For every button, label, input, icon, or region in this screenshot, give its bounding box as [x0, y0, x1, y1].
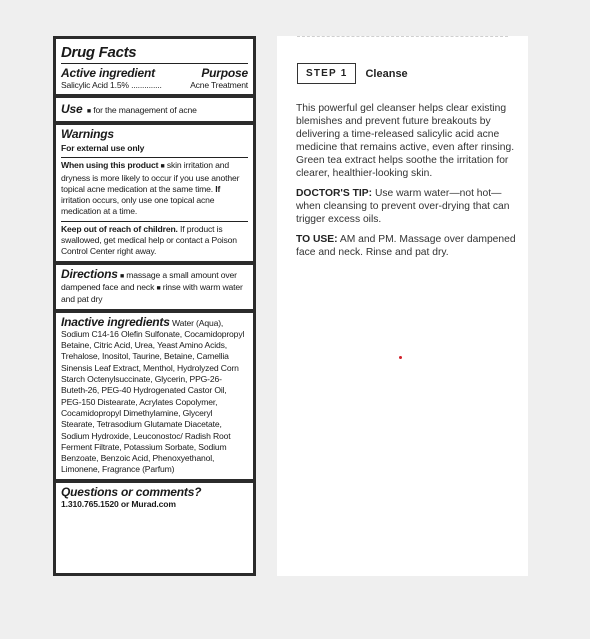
inactive-ingredients-text: Water (Aqua), Sodium C14-16 Olefin Sulfonate, Cocamidopropyl Betaine, Citric Acid, Urea, Yeast Amino Acids, Trehalose, Inositol, Taurine, Betaine, Camellia Sinensis Leaf Extract, Menthol, Hydrolyzed Corn Starch Octenylsuccinate, Glycerin, PPG-26-Buteth-26, PEG-40 Hydrogenated Castor Oil, PEG-150 Distearate, Acrylates Copolymer, Cocamidopropyl Dimethylamine, Glyceryl Stearate, Tetrasodium Glutamate Diacetate, Sodium Hydroxide, Leuconostoc/ Radish Root Ferment Filtrate, Potassium Sorbate, Sodium Benzoate, Benzoic Acid, Phenoxyethanol, Limonene, Fragrance (Parfum) [61, 317, 245, 475]
questions-heading: Questions or comments? [61, 484, 202, 499]
directions-item-1: massage a small amount over dampened face and neck [61, 269, 237, 292]
questions-contact: 1.310.765.1520 or Murad.com [61, 498, 176, 509]
purpose-heading: Purpose [201, 66, 248, 80]
bullet-icon: ■ [160, 163, 165, 171]
inactive-ingredients-heading: Inactive ingredients [61, 314, 170, 329]
to-use-lead: TO USE: [296, 234, 338, 245]
dot-leader: .............. [131, 80, 162, 90]
doctors-tip-text: Use warm water—not hot—when cleansing to prevent over-drying that can trigger excess oils. [296, 188, 510, 225]
to-use-text: AM and PM. Massage over dampened face and neck. Rinse and pat dry. [296, 234, 516, 258]
warnings-section [56, 125, 253, 265]
questions-section [56, 483, 253, 513]
use-heading: Use [61, 102, 83, 116]
bullet-icon: ■ [156, 284, 161, 292]
product-info-card [277, 36, 528, 576]
directions-heading: Directions [61, 266, 118, 281]
drug-facts-title: Drug Facts [61, 39, 248, 64]
bullet-icon: ■ [86, 108, 91, 115]
product-description: This powerful gel cleanser helps clear existing blemishes and prevent future breakouts by delivering a time-released salicylic acid acne medicine that remains active, even after rinsing. Green tea extract helps soothe the irritation for clearer, healthier-looking skin. [296, 103, 515, 179]
when-using-lead: When using this product [61, 160, 159, 171]
doctors-tip-lead: DOCTOR'S TIP: [296, 188, 373, 199]
bullet-icon: ■ [119, 272, 125, 280]
directions-item-2: rinse with warm water and pat dry [61, 281, 243, 305]
card-body [296, 102, 522, 266]
if-irritation-lead: If [215, 183, 221, 194]
perforation-line [297, 36, 508, 39]
when-using-text: skin irritation and dryness is more likely to occur if you use another topical acne medication at the same time. [61, 160, 240, 194]
use-text: for the management of acne [93, 105, 197, 115]
keep-out-lead: Keep out of reach of children. [61, 223, 178, 234]
step-badge: STEP 1 [297, 63, 356, 84]
keep-out-text: If product is swallowed, get medical help or contact a Poison Control Center right away. [61, 223, 237, 257]
use-section [56, 98, 253, 125]
doctors-tip [296, 187, 522, 226]
external-use-text: For external use only [61, 143, 145, 153]
active-ingredient-name: Salicylic Acid 1.5% [61, 80, 129, 90]
active-ingredient-heading: Active ingredient [61, 66, 155, 80]
warnings-heading: Warnings [61, 127, 114, 141]
active-ingredient-purpose: Acne Treatment [190, 80, 248, 90]
step-header [297, 63, 408, 84]
active-ingredient-section [56, 64, 253, 98]
step-title: Cleanse [365, 67, 408, 80]
drug-facts-panel [53, 36, 256, 576]
inactive-ingredients-section [56, 313, 253, 483]
red-dot-mark [399, 356, 402, 359]
to-use [296, 233, 522, 259]
directions-section [56, 265, 253, 313]
if-irritation-text: irritation occurs, only use one topical acne medication at a time. [61, 195, 215, 217]
